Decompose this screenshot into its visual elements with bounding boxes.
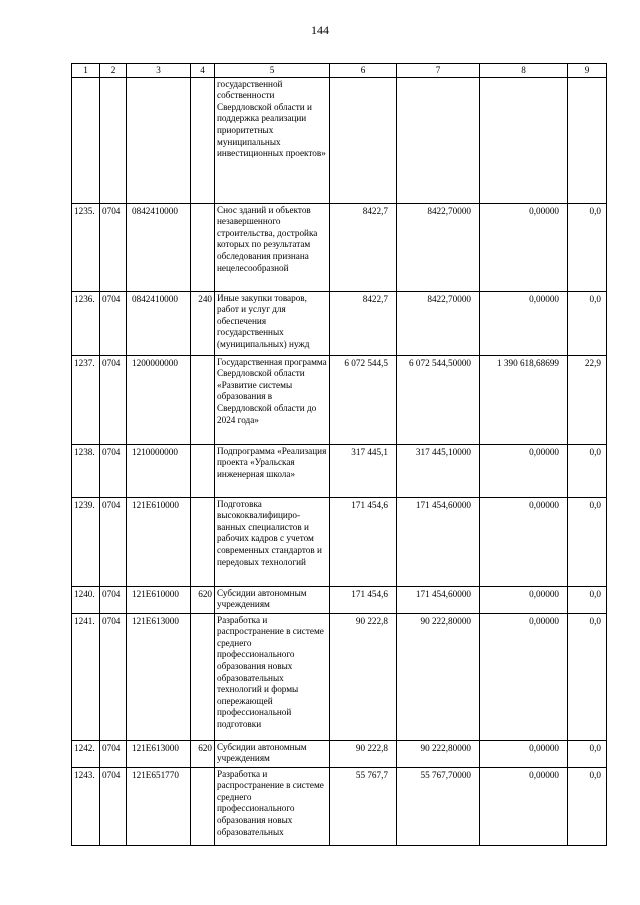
header-cell: 4: [191, 64, 215, 78]
header-cell: 2: [100, 64, 127, 78]
table-row: [72, 77, 607, 203]
target-code-cell: 121E613000: [127, 740, 191, 767]
description-cell: Подготовка высококвалифициро-ванных специалистов и рабочих кадров с учетом современных стандартов и передовых технологий: [215, 497, 330, 586]
amount-approved-cell: 55 767,70000: [397, 767, 480, 845]
amount-cell: 90 222,8: [330, 740, 397, 767]
table-row: [72, 613, 607, 740]
page-number: 144: [311, 23, 329, 37]
amount-approved-cell: 171 454,60000: [397, 497, 480, 586]
amount-executed-cell: 0,00000: [480, 586, 568, 613]
expense-type-cell: [191, 613, 215, 740]
description-cell: Субсидии автономным учреждениям: [215, 586, 330, 613]
expense-type-cell: [191, 203, 215, 291]
row-number-cell: 1236.: [72, 291, 100, 355]
amount-cell: 171 454,6: [330, 497, 397, 586]
row-number-cell: 1242.: [72, 740, 100, 767]
description-cell: Разработка и распространение в системе среднего профессионального образования новых образовательных: [215, 767, 330, 845]
amount-executed-cell: 0,00000: [480, 740, 568, 767]
budget-table: [71, 63, 607, 846]
amount-executed-cell: 0,00000: [480, 291, 568, 355]
percent-cell: [568, 77, 607, 203]
amount-cell: 317 445,1: [330, 444, 397, 497]
table-row: [72, 767, 607, 845]
target-code-cell: 0842410000: [127, 203, 191, 291]
header-cell: 3: [127, 64, 191, 78]
section-code-cell: 0704: [100, 355, 127, 444]
description-cell: Государственная программа Свердловской области «Развитие системы образования в Свердловской области до 2024 года»: [215, 355, 330, 444]
amount-cell: 55 767,7: [330, 767, 397, 845]
expense-type-cell: [191, 767, 215, 845]
amount-cell: 6 072 544,5: [330, 355, 397, 444]
target-code-cell: 121E610000: [127, 497, 191, 586]
amount-approved-cell: 90 222,80000: [397, 613, 480, 740]
section-code-cell: 0704: [100, 444, 127, 497]
target-code-cell: 121E651770: [127, 767, 191, 845]
percent-cell: 0,0: [568, 444, 607, 497]
amount-cell: 8422,7: [330, 291, 397, 355]
section-code-cell: 0704: [100, 203, 127, 291]
header-cell: 8: [480, 64, 568, 78]
target-code-cell: 0842410000: [127, 291, 191, 355]
description-cell: Разработка и распространение в системе среднего профессионального образования новых образовательных технологий и формы опережающей профессиональной подготовки: [215, 613, 330, 740]
target-code-cell: 121E613000: [127, 613, 191, 740]
amount-cell: [330, 77, 397, 203]
table-row: [72, 586, 607, 613]
row-number-cell: 1237.: [72, 355, 100, 444]
percent-cell: 0,0: [568, 291, 607, 355]
amount-executed-cell: 0,00000: [480, 497, 568, 586]
expense-type-cell: 620: [191, 740, 215, 767]
expense-type-cell: [191, 444, 215, 497]
description-cell: Снос зданий и объектов незавершенного строительства, достройка которых по результатам обследования признана нецелесообразной: [215, 203, 330, 291]
header-cell: 9: [568, 64, 607, 78]
header-cell: 5: [215, 64, 330, 78]
header-cell: 1: [72, 64, 100, 78]
row-number-cell: 1241.: [72, 613, 100, 740]
amount-executed-cell: 0,00000: [480, 203, 568, 291]
amount-approved-cell: [397, 77, 480, 203]
table-row: [72, 497, 607, 586]
description-cell: государственной собственности Свердловской области и поддержка реализации приоритетных муниципальных инвестиционных проектов»: [215, 77, 330, 203]
row-number-cell: 1235.: [72, 203, 100, 291]
target-code-cell: [127, 77, 191, 203]
section-code-cell: 0704: [100, 767, 127, 845]
percent-cell: 0,0: [568, 767, 607, 845]
amount-executed-cell: 1 390 618,68699: [480, 355, 568, 444]
amount-executed-cell: [480, 77, 568, 203]
amount-executed-cell: 0,00000: [480, 767, 568, 845]
row-number-cell: 1238.: [72, 444, 100, 497]
percent-cell: 0,0: [568, 497, 607, 586]
target-code-cell: 1200000000: [127, 355, 191, 444]
row-number-cell: 1240.: [72, 586, 100, 613]
amount-cell: 8422,7: [330, 203, 397, 291]
section-code-cell: 0704: [100, 740, 127, 767]
amount-approved-cell: 8422,70000: [397, 291, 480, 355]
target-code-cell: 121E610000: [127, 586, 191, 613]
table-row: [72, 291, 607, 355]
amount-approved-cell: 171 454,60000: [397, 586, 480, 613]
description-cell: Иные закупки товаров, работ и услуг для обеспечения государственных (муниципальных) нужд: [215, 291, 330, 355]
amount-executed-cell: 0,00000: [480, 444, 568, 497]
expense-type-cell: [191, 497, 215, 586]
expense-type-cell: 240: [191, 291, 215, 355]
expense-type-cell: [191, 355, 215, 444]
table-row: [72, 355, 607, 444]
header-row: [72, 64, 607, 78]
header-cell: 6: [330, 64, 397, 78]
section-code-cell: 0704: [100, 291, 127, 355]
amount-approved-cell: 8422,70000: [397, 203, 480, 291]
description-cell: Субсидии автономным учреждениям: [215, 740, 330, 767]
row-number-cell: 1243.: [72, 767, 100, 845]
header-cell: 7: [397, 64, 480, 78]
amount-cell: 90 222,8: [330, 613, 397, 740]
description-cell: Подпрограмма «Реализация проекта «Уральская инженерная школа»: [215, 444, 330, 497]
section-code-cell: [100, 77, 127, 203]
amount-approved-cell: 6 072 544,50000: [397, 355, 480, 444]
section-code-cell: 0704: [100, 586, 127, 613]
percent-cell: 22,9: [568, 355, 607, 444]
percent-cell: 0,0: [568, 613, 607, 740]
table-row: [72, 444, 607, 497]
row-number-cell: 1239.: [72, 497, 100, 586]
expense-type-cell: [191, 77, 215, 203]
section-code-cell: 0704: [100, 497, 127, 586]
amount-approved-cell: 90 222,80000: [397, 740, 480, 767]
table-row: [72, 203, 607, 291]
section-code-cell: 0704: [100, 613, 127, 740]
expense-type-cell: 620: [191, 586, 215, 613]
percent-cell: 0,0: [568, 203, 607, 291]
amount-cell: 171 454,6: [330, 586, 397, 613]
amount-executed-cell: 0,00000: [480, 613, 568, 740]
percent-cell: 0,0: [568, 740, 607, 767]
amount-approved-cell: 317 445,10000: [397, 444, 480, 497]
percent-cell: 0,0: [568, 586, 607, 613]
target-code-cell: 1210000000: [127, 444, 191, 497]
row-number-cell: [72, 77, 100, 203]
table-row: [72, 740, 607, 767]
